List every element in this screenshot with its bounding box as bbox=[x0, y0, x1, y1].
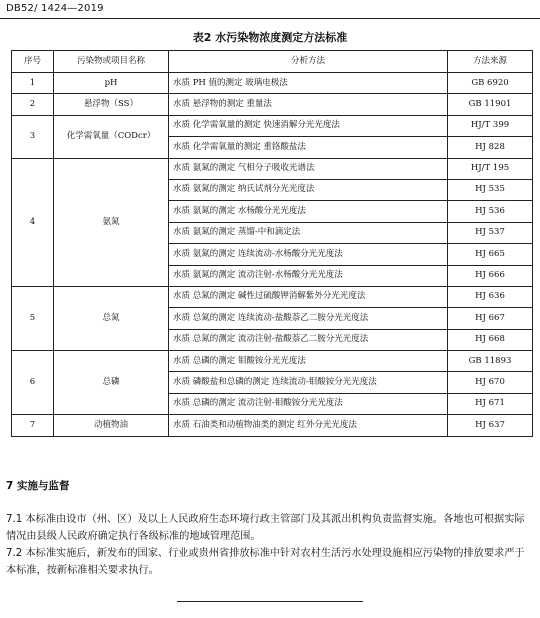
method-source-cell: HJ 636 bbox=[448, 286, 533, 307]
analysis-method-cell: 水质 氨氮的测定 水杨酸分光光度法 bbox=[169, 201, 448, 222]
analysis-method-cell: 水质 化学需氧量的测定 快速消解分光光度法 bbox=[169, 115, 448, 136]
method-source-cell: GB 6920 bbox=[448, 73, 533, 94]
table-header-row bbox=[12, 51, 533, 73]
pollutant-name-cell: 悬浮物（SS） bbox=[54, 94, 169, 115]
method-source-cell: HJ/T 399 bbox=[448, 115, 533, 136]
standard-code-header: DB52/ 1424—2019 bbox=[6, 3, 104, 14]
analysis-method-cell: 水质 PH 值的测定 玻璃电极法 bbox=[169, 73, 448, 94]
col-header-method: 分析方法 bbox=[169, 51, 448, 73]
analysis-method-cell: 水质 总氮的测定 流动注射-盐酸萘乙二胺分光光度法 bbox=[169, 329, 448, 350]
method-source-cell: HJ 671 bbox=[448, 393, 533, 414]
table-row bbox=[12, 73, 533, 94]
method-source-cell: HJ 535 bbox=[448, 179, 533, 200]
section-heading: 7 实施与监督 bbox=[6, 480, 70, 492]
table-row bbox=[12, 158, 533, 179]
table-row bbox=[12, 115, 533, 136]
pollutant-name-cell: 动植物油 bbox=[54, 415, 169, 436]
end-of-document-rule bbox=[177, 601, 363, 602]
col-header-no: 序号 bbox=[12, 51, 54, 73]
analysis-method-cell: 水质 石油类和动植物油类的测定 红外分光光度法 bbox=[169, 415, 448, 436]
pollutant-name-cell: 总磷 bbox=[54, 351, 169, 415]
col-header-pollutant: 污染物或项目名称 bbox=[54, 51, 169, 73]
row-number-cell: 3 bbox=[12, 115, 54, 158]
row-number-cell: 2 bbox=[12, 94, 54, 115]
analysis-method-cell: 水质 总磷的测定 钼酸铵分光光度法 bbox=[169, 351, 448, 372]
method-source-cell: HJ 828 bbox=[448, 137, 533, 158]
method-source-cell: HJ/T 195 bbox=[448, 158, 533, 179]
pollutant-name-cell: pH bbox=[54, 73, 169, 94]
col-header-source: 方法来源 bbox=[448, 51, 533, 73]
row-number-cell: 5 bbox=[12, 286, 54, 350]
analysis-method-cell: 水质 氨氮的测定 气相分子吸收光谱法 bbox=[169, 158, 448, 179]
table-body bbox=[12, 73, 533, 437]
analysis-method-cell: 水质 氨氮的测定 流动注射-水杨酸分光光度法 bbox=[169, 265, 448, 286]
row-number-cell: 7 bbox=[12, 415, 54, 436]
table-row bbox=[12, 94, 533, 115]
header-rule bbox=[0, 18, 540, 19]
row-number-cell: 4 bbox=[12, 158, 54, 286]
table-header bbox=[12, 51, 533, 73]
analysis-method-cell: 水质 总氮的测定 连续流动-盐酸萘乙二胺分光光度法 bbox=[169, 308, 448, 329]
table-row bbox=[12, 286, 533, 307]
paragraph-7-1: 7.1 本标准由设市（州、区）及以上人民政府生态环境行政主管部门及其派出机构负责监督实施。各地也可根据实际情况由县级人民政府确定执行各级标准的地域管理范围。 bbox=[6, 514, 525, 542]
method-source-cell: HJ 637 bbox=[448, 415, 533, 436]
analysis-method-cell: 水质 化学需氧量的测定 重铬酸盐法 bbox=[169, 137, 448, 158]
analysis-method-cell: 水质 悬浮物的测定 重量法 bbox=[169, 94, 448, 115]
paragraph-7-2: 7.2 本标准实施后，新发布的国家、行业或贵州省排放标准中针对农村生活污水处理设施相应污染物的排放要求严于本标准，按新标准相关要求执行。 bbox=[6, 548, 525, 576]
method-source-cell: HJ 665 bbox=[448, 244, 533, 265]
method-source-cell: GB 11901 bbox=[448, 94, 533, 115]
method-source-cell: GB 11893 bbox=[448, 351, 533, 372]
method-source-cell: HJ 536 bbox=[448, 201, 533, 222]
pollutant-name-cell: 化学需氧量（CODcr） bbox=[54, 115, 169, 158]
method-source-cell: HJ 670 bbox=[448, 372, 533, 393]
methods-table bbox=[11, 50, 533, 437]
row-number-cell: 6 bbox=[12, 351, 54, 415]
pollutant-name-cell: 总氮 bbox=[54, 286, 169, 350]
method-source-cell: HJ 666 bbox=[448, 265, 533, 286]
method-source-cell: HJ 667 bbox=[448, 308, 533, 329]
analysis-method-cell: 水质 氨氮的测定 连续流动-水杨酸分光光度法 bbox=[169, 244, 448, 265]
method-source-cell: HJ 537 bbox=[448, 222, 533, 243]
table-title: 表2 水污染物浓度测定方法标准 bbox=[192, 31, 348, 44]
analysis-method-cell: 水质 总氮的测定 碱性过硫酸钾消解紫外分光光度法 bbox=[169, 286, 448, 307]
analysis-method-cell: 水质 氨氮的测定 蒸馏-中和滴定法 bbox=[169, 222, 448, 243]
analysis-method-cell: 水质 磷酸盐和总磷的测定 连续流动-钼酸铵分光光度法 bbox=[169, 372, 448, 393]
method-source-cell: HJ 668 bbox=[448, 329, 533, 350]
table-row bbox=[12, 351, 533, 372]
analysis-method-cell: 水质 总磷的测定 流动注射-钼酸铵分光光度法 bbox=[169, 393, 448, 414]
pollutant-name-cell: 氨氮 bbox=[54, 158, 169, 286]
row-number-cell: 1 bbox=[12, 73, 54, 94]
table-row bbox=[12, 415, 533, 436]
analysis-method-cell: 水质 氨氮的测定 纳氏试剂分光光度法 bbox=[169, 179, 448, 200]
